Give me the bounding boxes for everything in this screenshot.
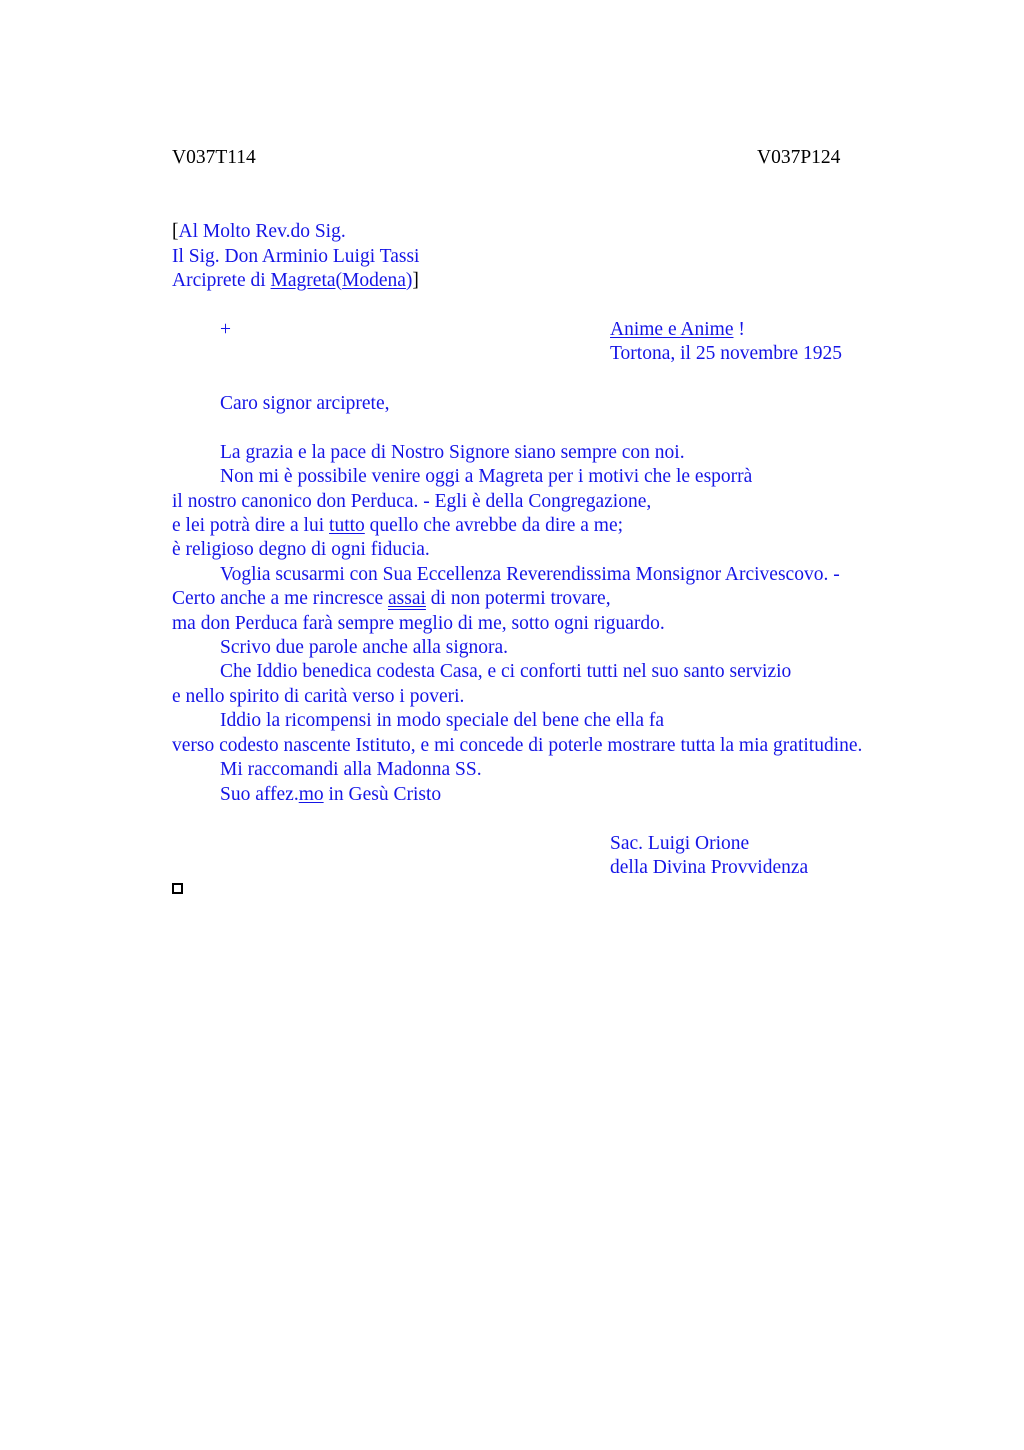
body-line: Scrivo due parole anche alla signora. (220, 637, 509, 658)
address-line-3 (172, 269, 419, 293)
closing-text: in Gesù Cristo (323, 784, 442, 805)
body-line: il nostro canonico don Perduca. - Egli è della Congregazione, (172, 491, 652, 512)
closing-text: Suo affez. (220, 784, 299, 805)
underlined-abbrev: mo (298, 784, 324, 805)
end-marker-icon (172, 883, 183, 894)
underlined-word: tutto (329, 515, 365, 536)
address-recipient-title: Al Molto Rev.do Sig. (178, 221, 346, 242)
body-line: Non mi è possibile venire oggi a Magreta per i motivi che le esporrà (220, 466, 753, 487)
body-text: quello che avrebbe da dire a me; (364, 515, 624, 536)
motto-text: Anime e Anime (610, 319, 734, 340)
address-close-bracket: ] (412, 270, 419, 291)
salutation: Caro signor arciprete, (220, 393, 390, 414)
body-line: Che Iddio benedica codesta Casa, e ci conforti tutti nel suo santo servizio (220, 661, 792, 682)
body-text: Certo anche a me rincresce (172, 588, 389, 609)
body-text: e lei potrà dire a lui (172, 515, 330, 536)
body-line: e nello spirito di carità verso i poveri. (172, 686, 465, 707)
body-line (172, 587, 611, 611)
body-line: La grazia e la pace di Nostro Signore siano sempre con noi. (220, 442, 685, 463)
address-line-1 (172, 220, 346, 244)
motto (610, 318, 745, 342)
address-line-2: Il Sig. Don Arminio Luigi Tassi (172, 246, 420, 267)
address-role: Arciprete di (172, 270, 271, 291)
doc-code-right: V037P124 (757, 147, 841, 168)
signature-title: della Divina Provvidenza (610, 857, 809, 878)
place-date: Tortona, il 25 novembre 1925 (610, 343, 843, 364)
double-underlined-word: assai (388, 588, 426, 609)
address-paren-open: ( (335, 270, 343, 291)
body-line: Iddio la ricompensi in modo speciale del bene che ella fa (220, 710, 664, 731)
body-line: Mi raccomandi alla Madonna SS. (220, 759, 482, 780)
body-text: di non potermi trovare, (425, 588, 611, 609)
address-province: Modena (342, 270, 406, 291)
closing-line (220, 783, 441, 807)
body-line: Voglia scusarmi con Sua Eccellenza Reverendissima Monsignor Arcivescovo. - (220, 564, 840, 585)
body-line: verso codesto nascente Istituto, e mi concede di poterle mostrare tutta la mia gratitudine. (172, 735, 863, 756)
body-line (172, 514, 623, 538)
doc-code-left: V037T114 (172, 147, 256, 168)
body-line: è religioso degno di ogni fiducia. (172, 539, 430, 560)
signature-name: Sac. Luigi Orione (610, 833, 750, 854)
motto-suffix: ! (733, 319, 745, 340)
address-open-bracket: [ (172, 221, 179, 242)
body-line: ma don Perduca farà sempre meglio di me, sotto ogni riguardo. (172, 613, 665, 634)
cross-symbol: + (220, 319, 231, 340)
address-place: Magreta (270, 270, 336, 291)
address-paren-close: ) (405, 270, 413, 291)
